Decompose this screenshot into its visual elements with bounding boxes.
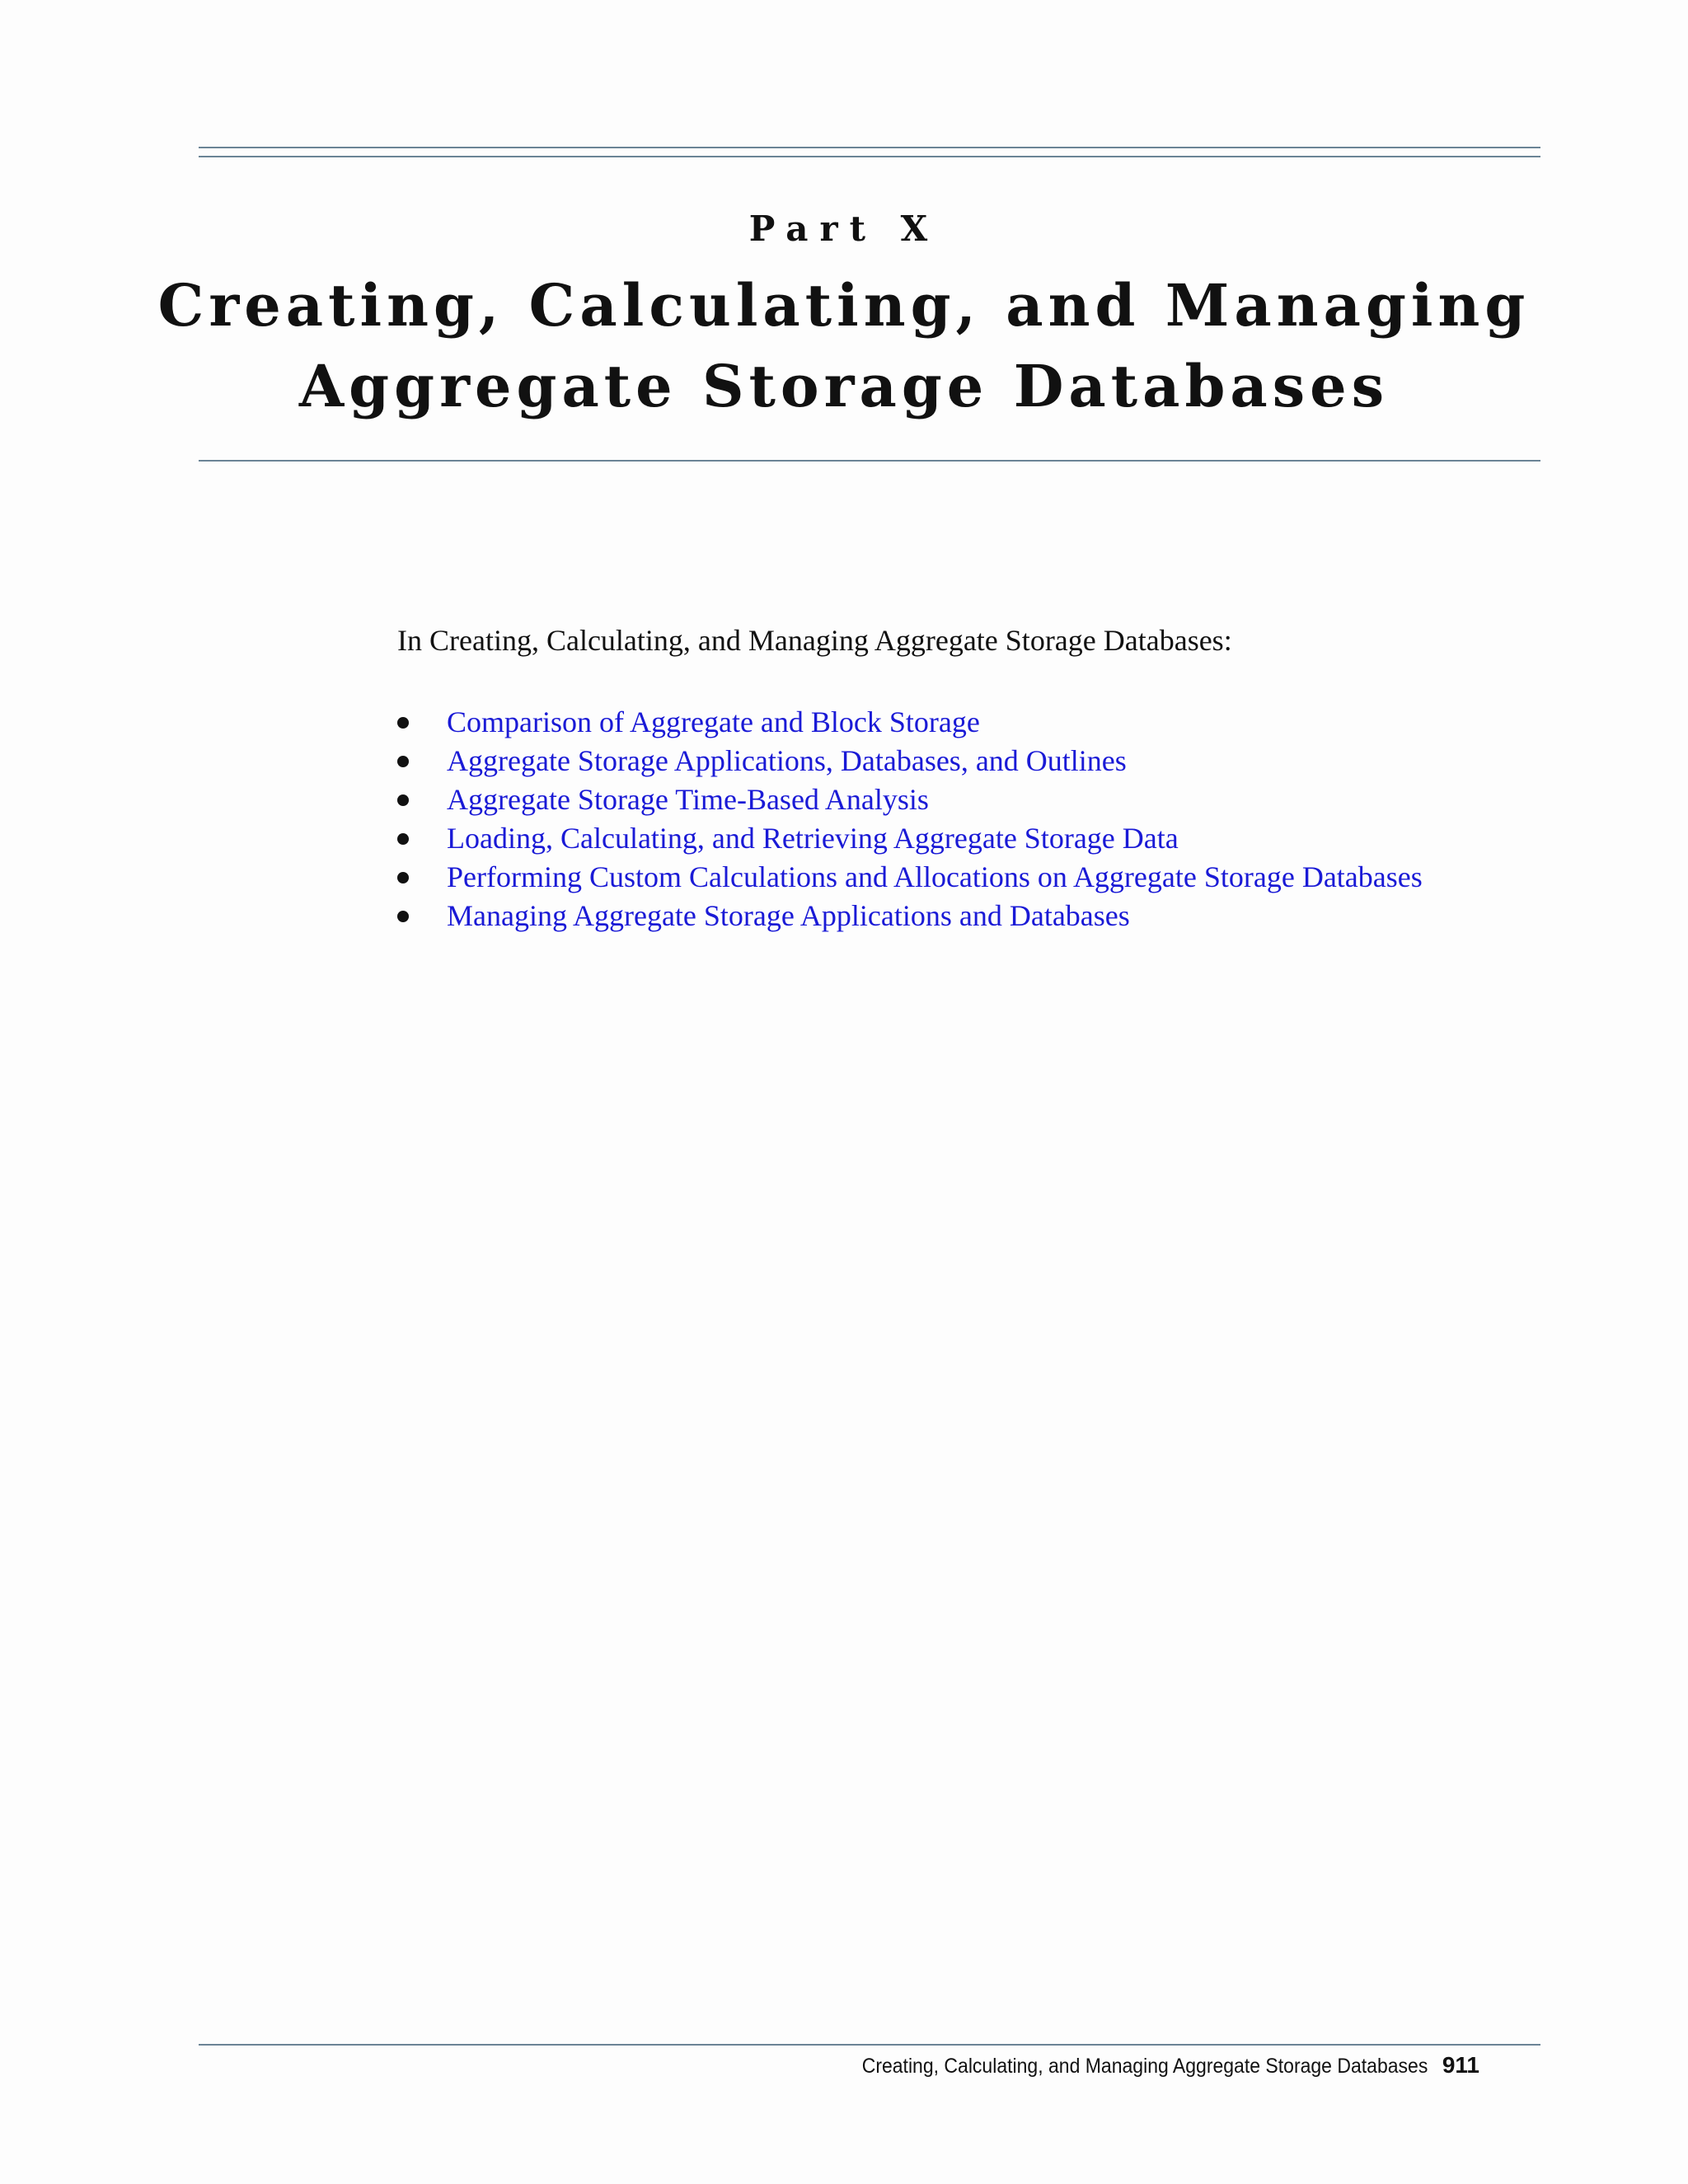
toc-link-time-based-analysis[interactable]: Aggregate Storage Time-Based Analysis bbox=[447, 783, 929, 816]
toc-link-applications-databases-outlines[interactable]: Aggregate Storage Applications, Databases, and Outlines bbox=[447, 744, 1127, 777]
header-rule-second bbox=[199, 156, 1540, 157]
bullet-icon bbox=[397, 794, 409, 806]
bullet-icon bbox=[397, 833, 409, 845]
intro-text: In Creating, Calculating, and Managing Aggregate Storage Databases: bbox=[397, 624, 1232, 657]
toc-item bbox=[397, 780, 1423, 819]
toc-item bbox=[397, 819, 1423, 858]
title-rule-bottom bbox=[199, 460, 1540, 462]
toc-item bbox=[397, 742, 1423, 780]
toc-item bbox=[397, 858, 1423, 897]
page-footer bbox=[813, 2052, 1480, 2079]
toc-link-comparison[interactable]: Comparison of Aggregate and Block Storage bbox=[447, 705, 980, 738]
footer-running-title: Creating, Calculating, and Managing Aggregate Storage Databases bbox=[861, 2055, 1428, 2078]
page-number: 911 bbox=[1442, 2052, 1479, 2078]
toc-item bbox=[397, 897, 1423, 935]
part-title-line: Creating, Calculating, and Managing bbox=[157, 271, 1531, 340]
bullet-icon bbox=[397, 756, 409, 767]
part-label: Part X bbox=[748, 209, 940, 249]
bullet-icon bbox=[397, 717, 409, 729]
toc-list bbox=[397, 703, 1423, 935]
part-title-line: Aggregate Storage Databases bbox=[298, 352, 1390, 420]
toc-link-managing-applications-databases[interactable]: Managing Aggregate Storage Applications and Databases bbox=[447, 899, 1130, 932]
bullet-icon bbox=[397, 872, 409, 883]
header-rule-top bbox=[199, 147, 1540, 148]
bullet-icon bbox=[397, 911, 409, 922]
footer-rule bbox=[199, 2044, 1540, 2046]
part-title bbox=[0, 265, 1688, 427]
toc-link-loading-calculating-retrieving[interactable]: Loading, Calculating, and Retrieving Aggregate Storage Data bbox=[447, 822, 1179, 855]
toc-item bbox=[397, 703, 1423, 742]
toc-link-custom-calculations-allocations[interactable]: Performing Custom Calculations and Allocations on Aggregate Storage Databases bbox=[447, 860, 1423, 893]
